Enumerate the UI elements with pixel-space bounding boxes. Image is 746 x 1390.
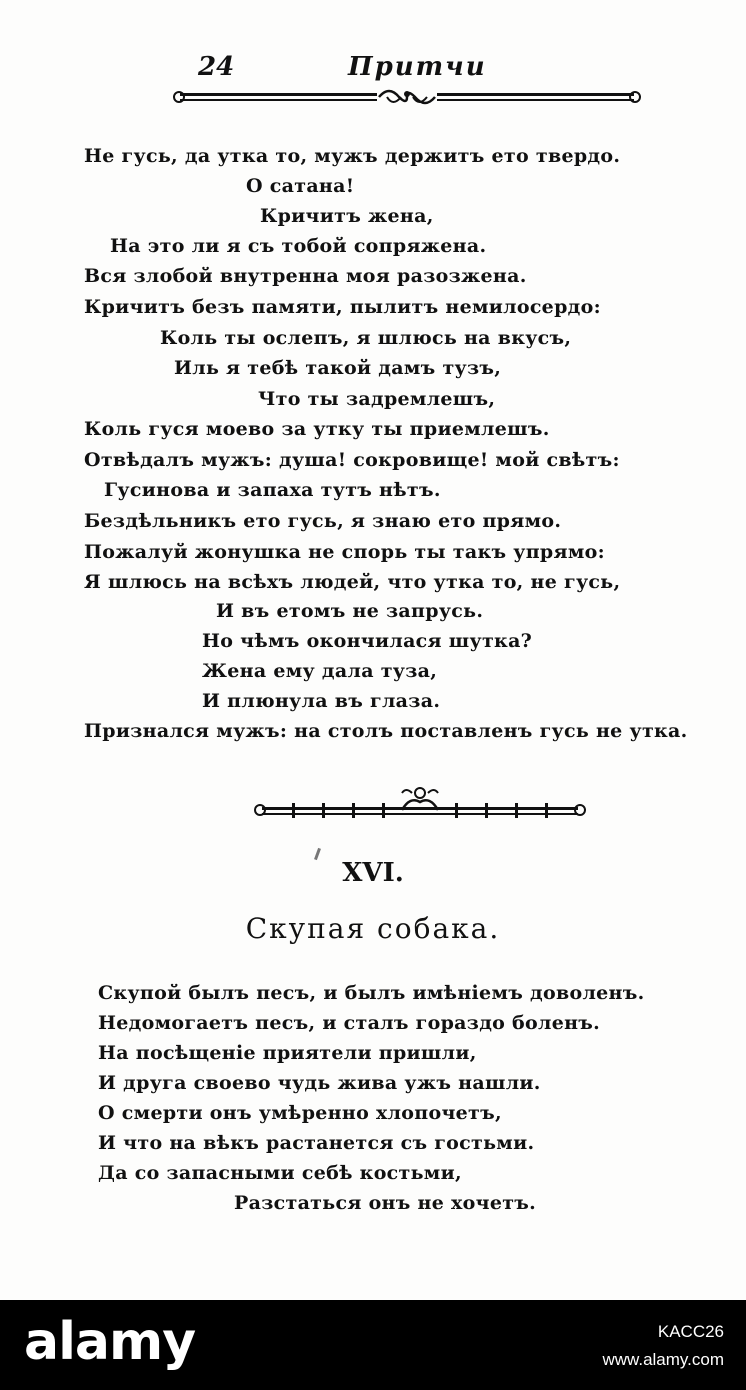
verse-line: Не гусь, да утка то, мужъ держитъ ето твердо. xyxy=(84,145,621,167)
verse-line: Гусинова и запаха тутъ нѣтъ. xyxy=(104,479,441,501)
verse-line: Бездѣльникъ ето гусь, я знаю ето прямо. xyxy=(84,510,562,532)
alamy-logo: alamy xyxy=(24,1312,196,1372)
verse-line: О сатана! xyxy=(246,175,355,197)
stock-photo-banner xyxy=(0,1300,746,1390)
verse-line: И друга своево чудь жива ужъ нашли. xyxy=(98,1072,541,1094)
verse-line: Что ты задремлешъ, xyxy=(258,388,496,410)
site-url: www.alamy.com xyxy=(602,1350,724,1369)
verse-line: Пожалуй жонушка не спорь ты такъ упрямо: xyxy=(84,541,605,563)
verse-line: И что на вѣкъ растанется съ гостьми. xyxy=(98,1132,535,1154)
section-number: XVI. xyxy=(342,858,404,888)
verse-line: На это ли я съ тобой сопряжена. xyxy=(110,235,487,257)
ornamental-rule-top xyxy=(172,82,642,112)
image-id: KACC26 xyxy=(657,1322,724,1341)
verse-line: Вся злобой внутренна моя разозжена. xyxy=(84,265,527,287)
verse-line: Кричитъ жена, xyxy=(260,205,434,227)
page-number: 24 xyxy=(198,52,235,82)
verse-line: Недомогаетъ песъ, и сталъ гораздо боленъ. xyxy=(98,1012,601,1034)
verse-line: Коль гуся моево за утку ты приемлешъ. xyxy=(84,418,550,440)
verse-line: Жена ему дала туза, xyxy=(202,660,438,682)
verse-line: Иль я тебѣ такой дамъ тузъ, xyxy=(174,357,502,379)
verse-line: Но чѣмъ окончилася шутка? xyxy=(202,630,533,652)
verse-line: Кричитъ безъ памяти, пылитъ немилосердо: xyxy=(84,296,601,318)
running-title: Притчи xyxy=(348,52,487,82)
verse-line: Отвѣдалъ мужъ: душа! сокровище! мой свѣтъ: xyxy=(84,449,620,471)
verse-line: Да со запасными себѣ костьми, xyxy=(98,1162,462,1184)
verse-line: Скупой былъ песъ, и былъ имѣніемъ доволенъ. xyxy=(98,982,645,1004)
ornamental-rule-divider xyxy=(252,783,588,825)
verse-line: Разстаться онъ не хочетъ. xyxy=(234,1192,537,1214)
verse-line: Коль ты ослепъ, я шлюсь на вкусъ, xyxy=(160,327,572,349)
verse-line: Я шлюсь на всѣхъ людей, что утка то, не гусь, xyxy=(84,571,621,593)
verse-line: Признался мужъ: на столъ поставленъ гусь не утка. xyxy=(84,720,688,742)
section-title: Скупая собака. xyxy=(245,912,501,945)
verse-line: И въ етомъ не запрусь. xyxy=(216,600,484,622)
verse-line: На посѣщеніе приятели пришли, xyxy=(98,1042,477,1064)
verse-line: И плюнула въ глаза. xyxy=(202,690,441,712)
verse-line: О смерти онъ умѣренно хлопочетъ, xyxy=(98,1102,502,1124)
